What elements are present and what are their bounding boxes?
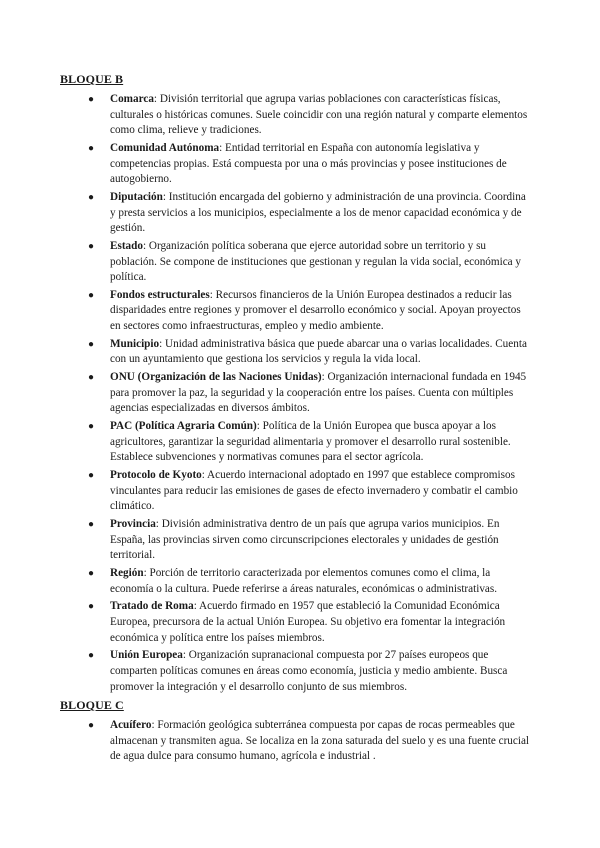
glossary-list-bloque-b [0, 92, 600, 697]
list-item [0, 239, 600, 286]
bullet-icon: ● [88, 421, 95, 433]
term: Provincia [110, 518, 156, 531]
list-item [0, 517, 600, 564]
bullet-icon: ● [88, 191, 95, 203]
term: Fondos estructurales [110, 288, 210, 301]
definition: : Formación geológica subterránea compuesta por capas de rocas permeables que almacenan y transmiten agua. Se localiza en la zona saturada del suelo y es una fuente crucial de agua dulce para consumo humano, agrícola e industrial . [110, 719, 530, 763]
bullet-icon: ● [88, 601, 95, 613]
bullet-icon: ● [88, 94, 95, 105]
definition: : Entidad territorial en España con autonomía legislativa y competencias propias. Está compuesta por una o más provincias y posee instituciones de autogobierno. [110, 141, 507, 186]
list-item [0, 718, 600, 765]
list-item [0, 370, 600, 417]
list-item [0, 468, 600, 515]
list-item [0, 337, 600, 368]
term: Protocolo de Kyoto [110, 469, 202, 482]
bullet-icon: ● [88, 289, 95, 301]
term: Estado [110, 239, 143, 252]
list-item [0, 648, 600, 695]
definition: : Organización política soberana que ejerce autoridad sobre un territorio y su población. Se compone de instituciones que gestionan y regulan la vida social, económica y política. [110, 239, 522, 284]
list-item [0, 92, 600, 139]
definition: : Porción de territorio caracterizada por elementos comunes como el clima, la economía o la cultura. Puede referirse a áreas naturales, económicas o administrativas. [110, 567, 498, 595]
bullet-icon: ● [88, 568, 95, 580]
term: Tratado de Roma [110, 600, 194, 613]
definition: : Política de la Unión Europea que busca apoyar a los agricultores, garantizar la seguridad alimentaria y promover el desarrollo rural sostenible. Establece subvenciones y normativas comunes para el sector agrícola. [110, 420, 511, 464]
definition: : Organización internacional fundada en 1945 para promover la paz, la seguridad y la cooperación entre los países. Cuenta con múltiples agencias especializadas en diversos ámbitos. [110, 371, 527, 415]
list-item [0, 288, 600, 335]
bullet-icon: ● [88, 338, 95, 350]
glossary-list-bloque-c [0, 718, 600, 767]
term: Comunidad Autónoma [110, 141, 220, 154]
definition: : Recursos financieros de la Unión Europea destinados a reducir las disparidades entre regiones y promover el desarrollo económico y social. Apoyan proyectos en sectores como infraestructuras, empleo y medio ambiente. [110, 288, 521, 333]
bullet-icon: ● [88, 142, 95, 154]
term: PAC (Política Agraria Común) [110, 420, 257, 433]
term: Municipio [110, 337, 160, 350]
section-heading-bloque-c: BLOQUE C [60, 698, 124, 712]
term: Acuífero [110, 719, 152, 731]
bullet-icon: ● [88, 240, 95, 252]
term: ONU (Organización de las Naciones Unidas) [110, 371, 322, 384]
definition: : Acuerdo internacional adoptado en 1997 que establece compromisos vinculantes para reducir las emisiones de gases de efecto invernadero y combatir el cambio climático. [110, 469, 518, 513]
bullet-icon: ● [88, 372, 95, 384]
bullet-icon: ● [88, 470, 95, 482]
list-item [0, 190, 600, 237]
definition: : Organización supranacional compuesta por 27 países europeos que comparten políticas comunes en áreas como economía, justicia y medio ambiente. Busca promover la integración y el desarrollo conjunto de sus miembros. [110, 649, 508, 693]
term: Unión Europea [110, 649, 183, 662]
section-heading-bloque-b: BLOQUE B [60, 72, 124, 86]
bullet-icon: ● [88, 519, 95, 531]
definition: : Unidad administrativa básica que puede abarcar una o varias localidades. Cuenta con un ayuntamiento que gestiona los servicios y regula la vida local. [110, 337, 527, 366]
list-item [0, 419, 600, 466]
list-item [0, 141, 600, 188]
definition: : Institución encargada del gobierno y administración de una provincia. Coordina y presta servicios a los municipios, especialmente a los de menor capacidad económica y de gestión. [110, 190, 526, 235]
bullet-icon: ● [88, 720, 95, 731]
term: Región [110, 567, 144, 580]
list-item [0, 599, 600, 646]
term: Diputación [110, 190, 163, 203]
definition: : División administrativa dentro de un país que agrupa varios municipios. En España, las provincias sirven como circunscripciones electorales y unidades de gestión territorial. [110, 518, 500, 562]
bullet-icon: ● [88, 650, 95, 662]
definition: : Acuerdo firmado en 1957 que estableció la Comunidad Económica Europea, precursora de la actual Unión Europea. Su objetivo era fomentar la integración económica y política entre los países miembros. [110, 600, 506, 644]
term: Comarca [110, 93, 154, 105]
list-item [0, 566, 600, 597]
definition: : División territorial que agrupa varias poblaciones con características físicas, culturales o históricas comunes. Suele coincidir con una región natural y comparte elementos como clima, relieve y tradiciones. [110, 93, 528, 137]
